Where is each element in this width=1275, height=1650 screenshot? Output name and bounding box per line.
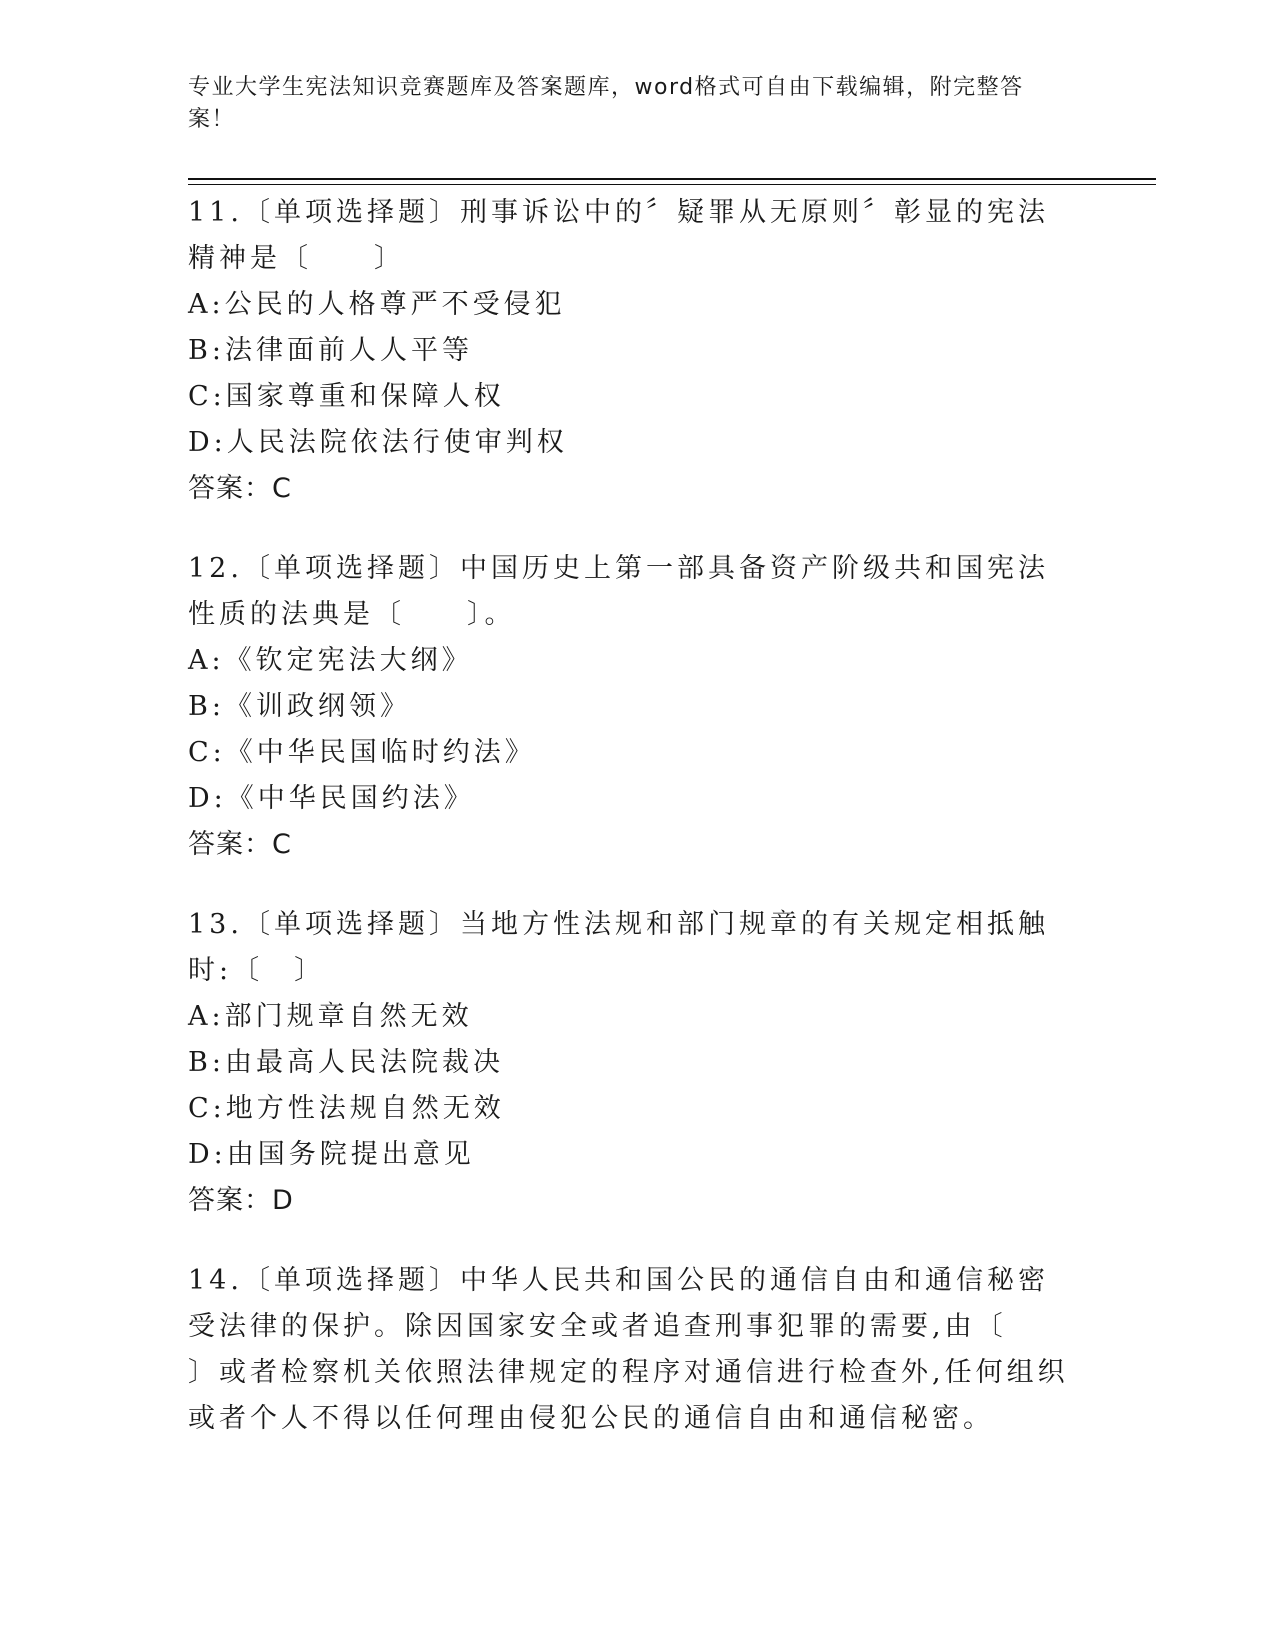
option-a: A:《钦定宪法大纲》 (188, 645, 473, 676)
option-c: C:《中华民国临时约法》 (188, 737, 536, 768)
option-b: B:由最高人民法院裁决 (188, 1047, 504, 1078)
answer: 答案：C (188, 473, 292, 504)
header-divider-thin (188, 184, 1156, 185)
question-11 (188, 190, 1088, 512)
option-c: C:地方性法规自然无效 (188, 1093, 505, 1124)
option-b: B:法律面前人人平等 (188, 335, 473, 366)
option-d: D:人民法院依法行使审判权 (188, 427, 568, 458)
question-stem: 14.〔单项选择题〕中华人民共和国公民的通信自由和通信秘密受法律的保护。除因国家安全或者追查刑事犯罪的需要,由〔 〕或者检察机关依照法律规定的程序对通信进行检查外,任何组织或者个人不得以任何理由侵犯公民的通信自由和通信秘密。 (188, 1265, 1069, 1434)
option-c: C:国家尊重和保障人权 (188, 381, 505, 412)
option-a: A:部门规章自然无效 (188, 1001, 473, 1032)
question-12 (188, 546, 1088, 868)
option-d: D:《中华民国约法》 (188, 783, 475, 814)
question-list (188, 190, 1088, 1476)
document-header: 专业大学生宪法知识竞赛题库及答案题库，word格式可自由下载编辑，附完整答案！ (188, 75, 1024, 132)
question-stem: 11.〔单项选择题〕刑事诉讼中的〞疑罪从无原则〞彰显的宪法精神是〔 〕 (188, 197, 1049, 274)
question-14 (188, 1258, 1088, 1442)
option-a: A:公民的人格尊严不受侵犯 (188, 289, 566, 320)
answer: 答案：D (188, 1185, 294, 1216)
question-stem: 13.〔单项选择题〕当地方性法规和部门规章的有关规定相抵触时:〔 〕 (188, 909, 1049, 986)
option-b: B:《训政纲领》 (188, 691, 411, 722)
question-stem: 12.〔单项选择题〕中国历史上第一部具备资产阶级共和国宪法性质的法典是〔 〕。 (188, 553, 1049, 630)
answer: 答案：C (188, 829, 292, 860)
option-d: D:由国务院提出意见 (188, 1139, 475, 1170)
question-13 (188, 902, 1088, 1224)
header-divider-thick (188, 178, 1156, 180)
